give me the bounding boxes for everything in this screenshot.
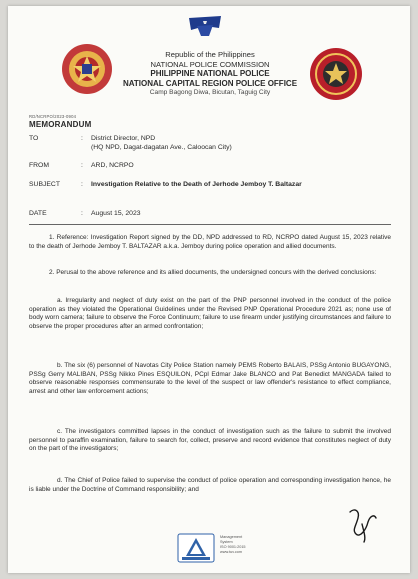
- cert-line-4: www.tuv.com: [220, 550, 243, 554]
- from-value: ARD, NCRPO: [91, 162, 134, 169]
- paragraph-a: [29, 297, 391, 331]
- cert-line-2: System: [220, 540, 233, 544]
- paragraph-1: [29, 234, 391, 251]
- memorandum-page: [8, 6, 410, 573]
- memo-reference-number: RD/NCRPO/2023-0904: [29, 114, 77, 119]
- from-colon: :: [81, 162, 83, 169]
- paragraph-2-text: 2. Perusal to the above reference and its allied documents, the undersigned concurs with the derived conclusions:: [49, 269, 377, 276]
- to-value: District Director, NPD: [91, 135, 156, 142]
- handwritten-initial-signature: [344, 504, 380, 544]
- date-colon: :: [81, 210, 83, 217]
- to-address: (HQ NPD, Dagat-dagatan Ave., Caloocan City): [91, 144, 232, 151]
- philippine-flag-emblem-icon: [185, 12, 225, 42]
- letterhead-commission: NATIONAL POLICE COMMISSION: [150, 59, 270, 69]
- paragraph-d: [29, 477, 391, 494]
- cert-line-3: ISO 9001:2015: [220, 545, 246, 549]
- to-colon: :: [81, 135, 83, 142]
- date-label: DATE: [29, 210, 47, 217]
- letterhead: [104, 50, 316, 98]
- date-value: August 15, 2023: [91, 210, 141, 217]
- letterhead-address: Camp Bagong Diwa, Bicutan, Taguig City: [149, 89, 271, 96]
- header-divider: [29, 224, 391, 225]
- paragraph-d-text: d. The Chief of Police failed to supervise the conduct of police operation and corresponding investigation hence, he is liable under the Doctrine of Command responsibility; and: [29, 477, 391, 493]
- paragraph-1-text: 1. Reference: Investigation Report signed by the DD, NPD addressed to RD, NCRPO dated August 15, 2023 relative to the death of Jerhode Jemboy T. BALTAZAR a.k.a. Jemboy during police operation and allied documents.: [29, 234, 391, 250]
- letterhead-pnp: PHILIPPINE NATIONAL POLICE: [150, 69, 270, 78]
- from-label: FROM: [29, 162, 50, 169]
- paragraph-c: [29, 428, 391, 454]
- letterhead-republic: Republic of the Philippines: [165, 50, 255, 59]
- paragraph-b-text: b. The six (6) personnel of Navotas City Police Station namely PEMS Roberto BALAIS, PSSg Antonio BUGAYONG, PSSg Gerry MALIBAN, PSSg Nikko Pines ESQUILON, PCpl Edmar Jake BLANCO and Pat Benedict MANGADA failed to observe reasonable responses commensurate to the level of the suspect or law offender's resistance to effect compliance, arrest and other law enforcement actions;: [29, 362, 391, 395]
- letterhead-ncrpo: NATIONAL CAPITAL REGION POLICE OFFICE: [122, 78, 298, 88]
- memo-title: MEMORANDUM: [29, 120, 92, 129]
- paragraph-c-text: c. The investigators committed lapses in the conduct of investigation such as the failure to submit the involved personnel to paraffin examination, failure to search for, collect, preserve and record evidence that constitutes neglect of duty on the part of the investigators;: [29, 428, 391, 452]
- ncrpo-seal-icon: [308, 46, 364, 102]
- subject-label: SUBJECT: [29, 181, 60, 188]
- paragraph-a-text: a. Irregularity and neglect of duty exist on the part of the PNP personnel involved in the conduct of the police operation as they violated the Operational Guidelines under the Revised PNP Operational Procedure 2021 as; none use of body worn camera; failure to observe the Force Continuum; failure to use firearm under justifying circumstances and failure to observe the proper procedures after an armed confrontation;: [29, 297, 391, 330]
- subject-value: Investigation Relative to the Death of Jerhode Jemboy T. Baltazar: [91, 181, 302, 188]
- cert-line-1: Management: [220, 535, 243, 539]
- to-label: TO: [29, 135, 39, 142]
- certification-text: [220, 535, 246, 555]
- subject-colon: :: [81, 181, 83, 188]
- paragraph-b: [29, 362, 391, 396]
- paragraph-2: [29, 269, 391, 278]
- tuv-certification-logo: [176, 532, 216, 564]
